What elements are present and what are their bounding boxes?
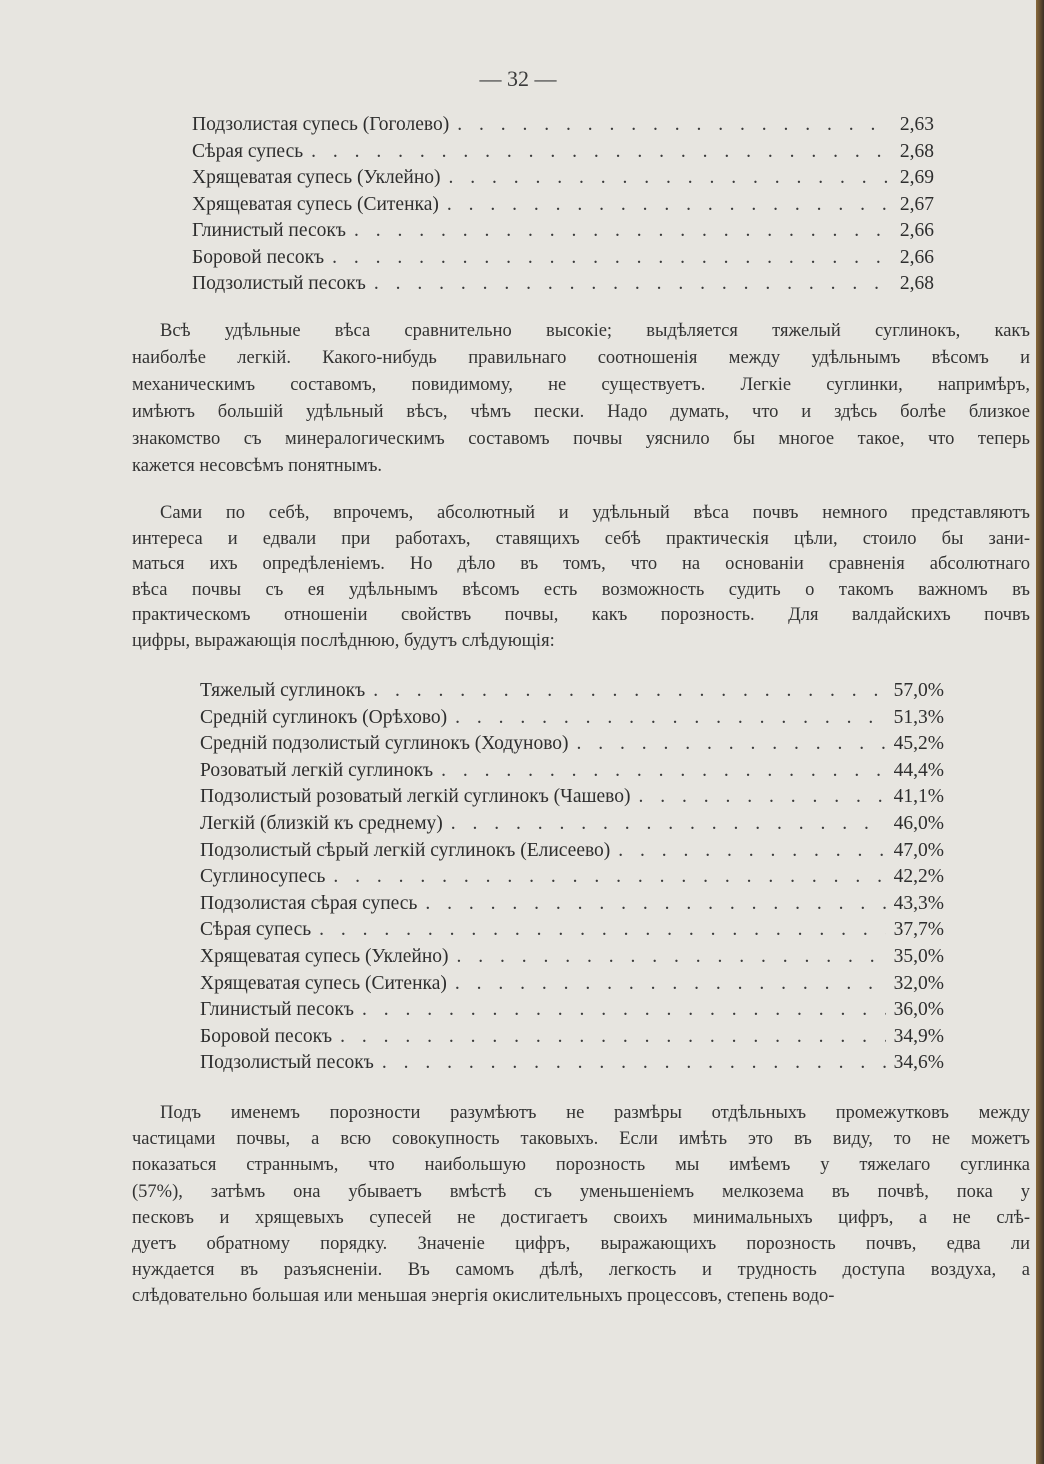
list-item bbox=[200, 917, 944, 943]
dot-leader bbox=[332, 245, 892, 271]
list-item bbox=[192, 192, 934, 218]
text-line: практическомъ отношеніи свойствъ почвы, какъ порозность. Для валдайскихъ почвъ bbox=[132, 605, 1030, 625]
text-line: песковъ и хрящевыхъ супесей не достигаетъ своихъ минимальныхъ цифръ, а не слѣ- bbox=[132, 1207, 1030, 1228]
list-item bbox=[200, 784, 944, 810]
page-number: — 32 — bbox=[479, 66, 557, 91]
list-item bbox=[192, 112, 934, 138]
dot-leader bbox=[447, 192, 892, 218]
text-line: кажется несовсѣмъ понятнымъ. bbox=[132, 456, 383, 476]
item-name: Подзолистый песокъ bbox=[192, 273, 366, 294]
dot-leader bbox=[425, 891, 885, 917]
item-value: 51,3% bbox=[893, 706, 944, 728]
text-line: маться ихъ опредѣленіемъ. Но дѣло въ томъ, что на основаніи сравненія абсолютнаго bbox=[132, 554, 1030, 574]
list-item bbox=[200, 838, 944, 864]
item-name: Легкій (близкій къ среднему) bbox=[200, 813, 443, 834]
item-value: 2,69 bbox=[899, 167, 934, 188]
text-line: (57%), затѣмъ она убываетъ вмѣстѣ съ уменьшеніемъ мелкозема въ почвѣ, пока у bbox=[132, 1181, 1030, 1202]
item-name: Хрящеватая супесь (Ситенка) bbox=[200, 972, 447, 994]
item-value: 43,3% bbox=[893, 892, 944, 914]
item-name: Хрящеватая супесь (Уклейно) bbox=[192, 167, 441, 188]
list-item bbox=[200, 731, 944, 757]
list-item bbox=[200, 971, 944, 997]
dot-leader bbox=[319, 917, 886, 943]
item-name: Сѣрая супесь bbox=[192, 140, 304, 162]
dot-leader bbox=[455, 705, 885, 731]
list-item bbox=[192, 139, 934, 165]
item-value: 47,0% bbox=[893, 839, 944, 861]
item-name: Глинистый песокъ bbox=[200, 999, 354, 1021]
item-value: 41,1% bbox=[893, 786, 944, 808]
item-value: 34,9% bbox=[893, 1025, 944, 1047]
item-name: Подзолистый песокъ bbox=[200, 1052, 374, 1074]
dot-leader bbox=[374, 271, 892, 297]
item-name: Хрящеватая супесь (Уклейно) bbox=[200, 946, 449, 967]
list-item bbox=[200, 758, 944, 784]
dot-leader bbox=[449, 165, 892, 191]
item-name: Подзолистый розоватый легкій суглинокъ (Чашево) bbox=[200, 786, 631, 808]
item-name: Боровой песокъ bbox=[200, 1025, 333, 1047]
item-name: Розоватый легкій суглинокъ bbox=[200, 759, 434, 781]
dot-leader bbox=[333, 864, 885, 890]
list-item bbox=[192, 218, 934, 244]
item-name: Подзолистая супесь (Гоголево) bbox=[192, 114, 450, 135]
item-name: Подзолистый сѣрый легкій суглинокъ (Елисеево) bbox=[200, 839, 611, 861]
text-line: цифры, выражающія послѣднюю, будутъ слѣдующія: bbox=[132, 630, 555, 651]
dot-leader bbox=[455, 971, 886, 997]
item-value: 37,7% bbox=[893, 919, 944, 941]
text-line: слѣдовательно большая или меньшая энергія окислительныхъ процессовъ, степень водо- bbox=[132, 1286, 835, 1307]
list-item bbox=[192, 165, 934, 191]
text-line: Подъ именемъ порозности разумѣютъ не размѣры отдѣльныхъ промежутковъ между bbox=[160, 1103, 1030, 1123]
item-value: 2,68 bbox=[899, 140, 934, 162]
dot-leader bbox=[311, 139, 892, 165]
item-name: Глинистый песокъ bbox=[192, 220, 346, 241]
item-name: Хрящеватая супесь (Ситенка) bbox=[192, 193, 439, 215]
text-line: показаться страннымъ, что наибольшую порозность мы имѣемъ у тяжелаго суглинка bbox=[132, 1155, 1030, 1176]
text-line: Сами по себѣ, впрочемъ, абсолютный и удѣльный вѣса почвъ немного представляютъ bbox=[160, 503, 1030, 523]
dot-leader bbox=[354, 218, 892, 244]
list-item bbox=[200, 997, 944, 1023]
item-name: Сѣрая супесь bbox=[200, 919, 312, 941]
list-item bbox=[192, 271, 934, 297]
item-value: 46,0% bbox=[893, 813, 944, 834]
text-line: дуетъ обратному порядку. Значеніе цифръ, выражающихъ порозность почвъ, едва ли bbox=[132, 1234, 1030, 1254]
list-item bbox=[200, 1024, 944, 1050]
dot-leader bbox=[457, 112, 892, 138]
dot-leader bbox=[451, 811, 886, 837]
dot-leader bbox=[457, 944, 886, 970]
list-item bbox=[192, 245, 934, 271]
item-value: 2,67 bbox=[899, 193, 934, 215]
item-value: 45,2% bbox=[893, 733, 944, 755]
list-item bbox=[200, 678, 944, 704]
item-value: 34,6% bbox=[893, 1052, 944, 1074]
item-value: 42,2% bbox=[893, 866, 944, 888]
item-value: 57,0% bbox=[893, 680, 944, 701]
item-name: Боровой песокъ bbox=[192, 246, 325, 268]
item-value: 2,66 bbox=[899, 246, 934, 268]
text-line: наиболѣе легкій. Какого-нибудь правильнаго соотношенія между удѣльнымъ вѣсомъ и bbox=[132, 348, 1030, 368]
list-item bbox=[200, 864, 944, 890]
item-value: 2,63 bbox=[899, 114, 934, 135]
dot-leader bbox=[382, 1050, 886, 1076]
text-line: имѣютъ большій удѣльный вѣсъ, чѣмъ пески. Надо думать, что и здѣсь болѣе близкое bbox=[132, 402, 1030, 422]
list-item bbox=[200, 944, 944, 970]
list-item bbox=[200, 705, 944, 731]
item-name: Подзолистая сѣрая супесь bbox=[200, 892, 418, 914]
text-line: вѣса почвы съ ея удѣльнымъ вѣсомъ есть возможность судить о такомъ важномъ въ bbox=[132, 579, 1030, 600]
dot-leader bbox=[618, 838, 885, 864]
text-line: Всѣ удѣльные вѣса сравнительно высокіе; выдѣляется тяжелый суглинокъ, какъ bbox=[160, 321, 1030, 341]
text-line: нуждается въ разъясненіи. Въ самомъ дѣлѣ, легкость и трудность доступа воздуха, а bbox=[132, 1260, 1030, 1281]
item-value: 35,0% bbox=[893, 946, 944, 967]
item-value: 2,66 bbox=[899, 220, 934, 241]
dot-leader bbox=[638, 784, 885, 810]
list-item bbox=[200, 1050, 944, 1076]
list-item bbox=[200, 811, 944, 837]
dot-leader bbox=[362, 997, 886, 1023]
item-name: Тяжелый суглинокъ bbox=[200, 680, 366, 701]
dot-leader bbox=[441, 758, 885, 784]
dot-leader bbox=[577, 731, 886, 757]
text-line: механическимъ составомъ, повидимому, не существуетъ. Легкіе суглинки, напримѣръ, bbox=[132, 375, 1030, 395]
item-value: 2,68 bbox=[899, 273, 934, 294]
item-value: 32,0% bbox=[893, 972, 944, 994]
dot-leader bbox=[373, 678, 885, 704]
item-value: 44,4% bbox=[893, 759, 944, 781]
dot-leader bbox=[340, 1024, 886, 1050]
text-line: частицами почвы, а всю совокупность таковыхъ. Если имѣть это въ виду, то не можетъ bbox=[132, 1129, 1030, 1150]
list-item bbox=[200, 891, 944, 917]
item-name: Суглиносупесь bbox=[200, 866, 326, 888]
item-value: 36,0% bbox=[893, 999, 944, 1021]
text-line: знакомство съ минералогическимъ составомъ почвы уяснило бы многое такое, что теперь bbox=[132, 429, 1030, 449]
book-edge bbox=[1036, 0, 1044, 1464]
item-name: Средній суглинокъ (Орѣхово) bbox=[200, 706, 448, 728]
text-line: интереса и едвали при работахъ, ставящихъ себѣ практическія цѣли, стоило бы зани- bbox=[132, 528, 1030, 549]
item-name: Средній подзолистый суглинокъ (Ходуново) bbox=[200, 733, 569, 755]
